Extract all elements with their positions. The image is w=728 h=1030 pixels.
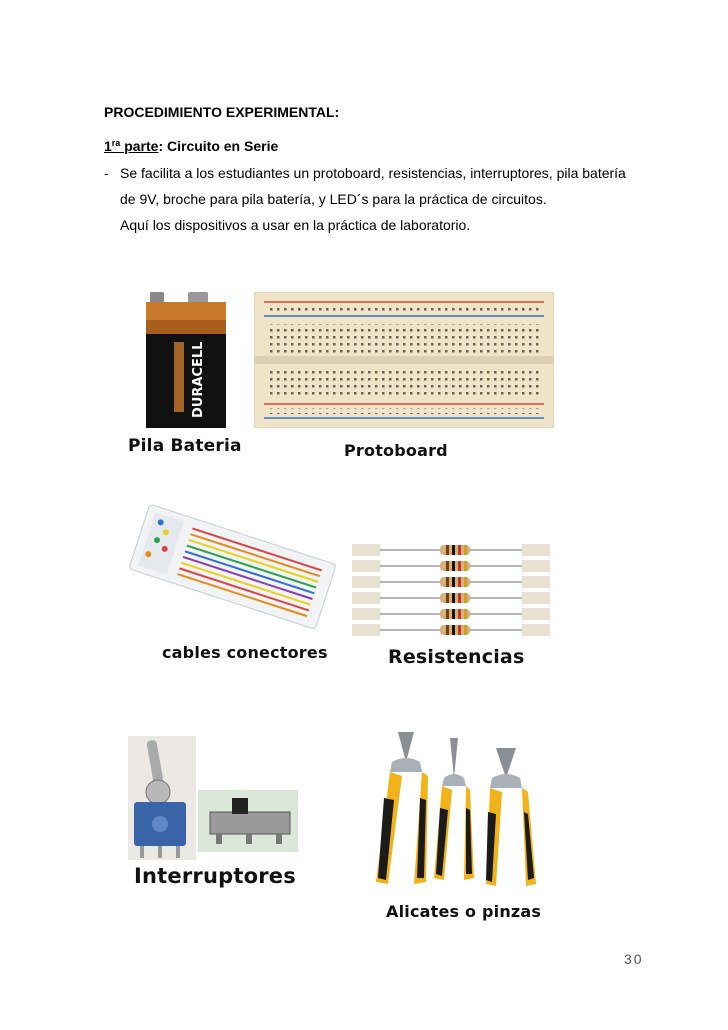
caption-switches: Interruptores xyxy=(134,864,296,888)
resistors-image xyxy=(352,534,550,644)
subheading-title: : Circuito en Serie xyxy=(158,138,279,154)
paragraph-text-1: Se facilita a los estudiantes un protoboard, resistencias, interruptores, pila batería xyxy=(120,165,626,181)
switches-image xyxy=(128,736,298,860)
subheading-word: parte xyxy=(120,138,159,154)
pliers-image xyxy=(362,728,552,888)
protoboard-image xyxy=(254,292,554,428)
subheading-superscript: ra xyxy=(111,138,121,148)
paragraph-line-2: de 9V, broche para pila batería, y LED´s para la práctica de circuitos. xyxy=(120,191,547,207)
page-number: 30 xyxy=(624,951,644,967)
section-heading: PROCEDIMIENTO EXPERIMENTAL: xyxy=(104,104,340,120)
list-bullet: - xyxy=(104,165,109,181)
caption-battery: Pila Bateria xyxy=(128,436,242,456)
paragraph-line-1 xyxy=(104,165,626,181)
paragraph-line-3: Aquí los dispositivos a usar en la práctica de laboratorio. xyxy=(120,217,471,233)
battery-image xyxy=(138,290,234,432)
subheading-number: 1 xyxy=(104,138,112,154)
caption-pliers: Alicates o pinzas xyxy=(386,902,542,921)
caption-cables: cables conectores xyxy=(162,643,328,662)
battery-brand-text: DURACELL xyxy=(191,341,206,418)
subheading-part-label xyxy=(104,138,158,154)
subsection-heading xyxy=(104,138,278,154)
caption-resistors: Resistencias xyxy=(388,646,525,668)
caption-protoboard: Protoboard xyxy=(344,441,448,460)
cables-image xyxy=(122,498,338,638)
